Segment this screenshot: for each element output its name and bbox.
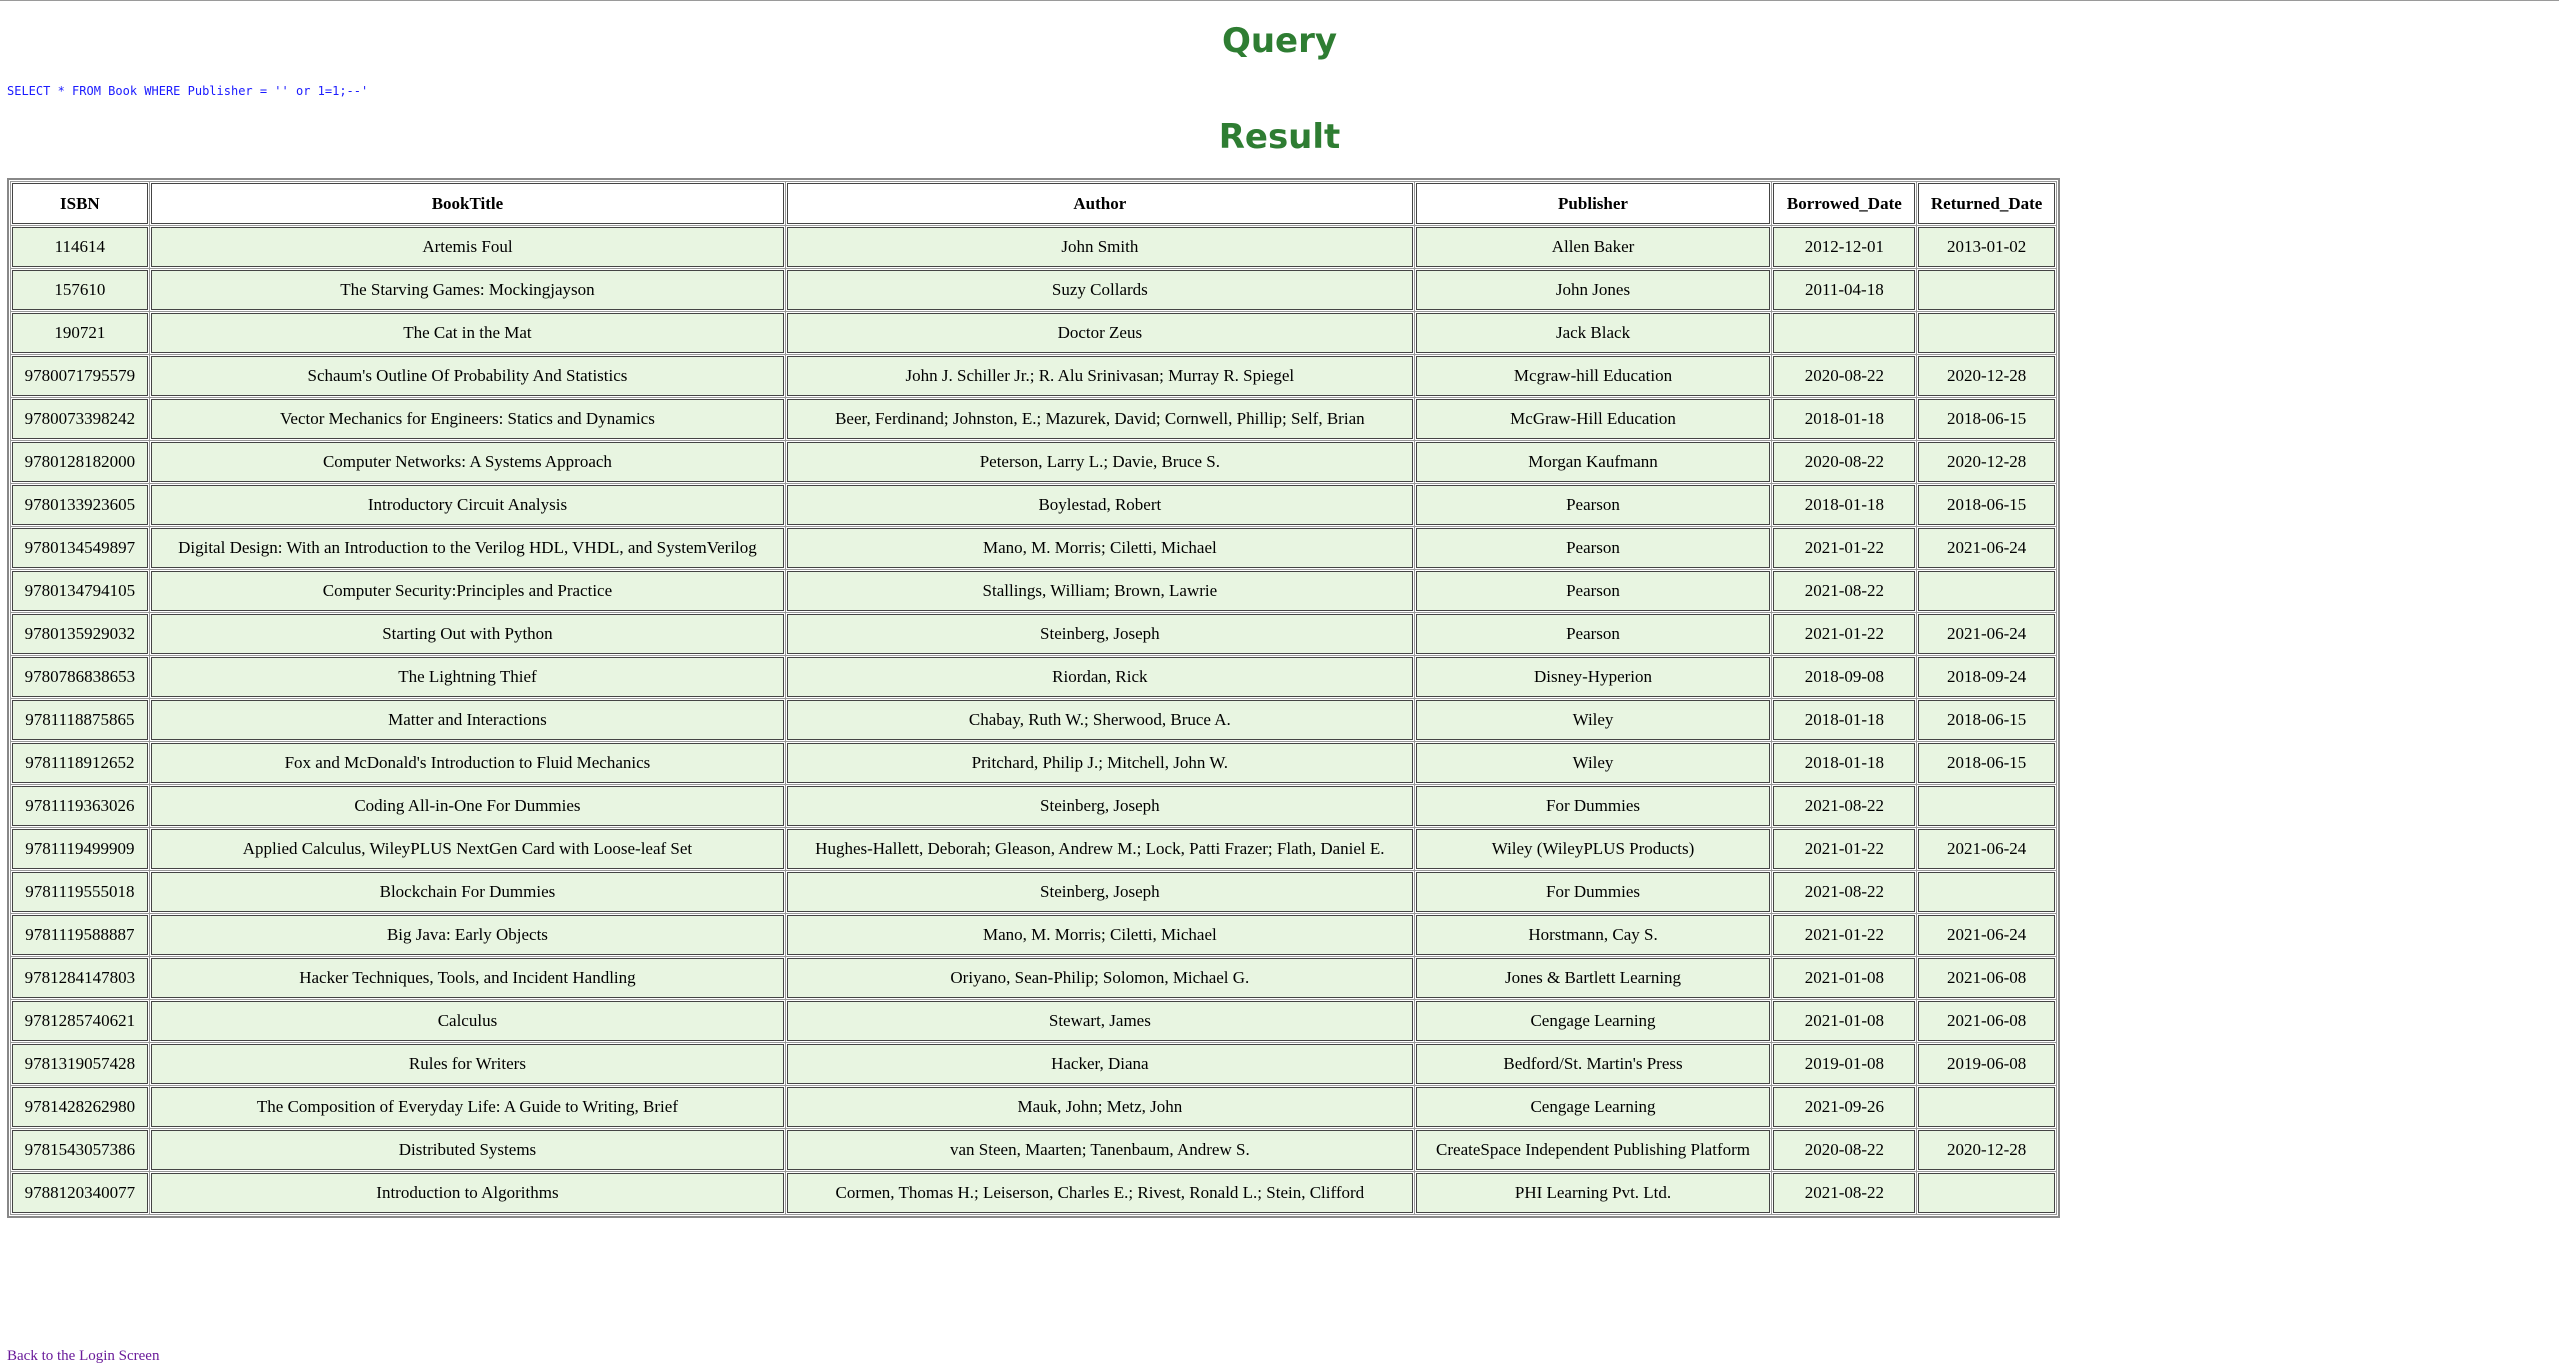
cell-returned-date: 2018-06-15 [1918,399,2055,439]
cell-book-title: Introduction to Algorithms [151,1173,784,1213]
cell-author: Chabay, Ruth W.; Sherwood, Bruce A. [787,700,1412,740]
cell-book-title: The Composition of Everyday Life: A Guide to Writing, Brief [151,1087,784,1127]
cell-isbn: 190721 [12,313,148,353]
cell-returned-date [1918,571,2055,611]
table-row [12,485,2055,525]
cell-author: Hughes-Hallett, Deborah; Gleason, Andrew M.; Lock, Patti Frazer; Flath, Daniel E. [787,829,1412,869]
table-row [12,1130,2055,1170]
table-row [12,227,2055,267]
cell-publisher: McGraw-Hill Education [1416,399,1771,439]
cell-returned-date [1918,872,2055,912]
cell-publisher: Pearson [1416,485,1771,525]
cell-publisher: PHI Learning Pvt. Ltd. [1416,1173,1771,1213]
cell-publisher: For Dummies [1416,786,1771,826]
cell-isbn: 9780073398242 [12,399,148,439]
cell-borrowed-date: 2020-08-22 [1773,442,1915,482]
cell-author: Steinberg, Joseph [787,614,1412,654]
table-row [12,872,2055,912]
cell-isbn: 9780786838653 [12,657,148,697]
cell-returned-date [1918,1087,2055,1127]
cell-isbn: 114614 [12,227,148,267]
cell-isbn: 9781119555018 [12,872,148,912]
cell-isbn: 9780128182000 [12,442,148,482]
table-row [12,1173,2055,1213]
cell-returned-date: 2020-12-28 [1918,1130,2055,1170]
cell-author: Oriyano, Sean-Philip; Solomon, Michael G. [787,958,1412,998]
table-row [12,1044,2055,1084]
cell-publisher: Jones & Bartlett Learning [1416,958,1771,998]
cell-book-title: Artemis Foul [151,227,784,267]
cell-borrowed-date: 2018-09-08 [1773,657,1915,697]
table-row [12,1001,2055,1041]
cell-author: Hacker, Diana [787,1044,1412,1084]
back-to-login-link[interactable]: Back to the Login Screen [7,1348,160,1364]
table-row [12,915,2055,955]
cell-book-title: Calculus [151,1001,784,1041]
cell-publisher: Wiley [1416,700,1771,740]
table-body [12,227,2055,1213]
cell-publisher: Cengage Learning [1416,1001,1771,1041]
cell-isbn: 9780133923605 [12,485,148,525]
cell-publisher: Wiley (WileyPLUS Products) [1416,829,1771,869]
cell-borrowed-date: 2021-01-22 [1773,528,1915,568]
cell-borrowed-date: 2021-09-26 [1773,1087,1915,1127]
cell-book-title: Schaum's Outline Of Probability And Statistics [151,356,784,396]
table-row [12,657,2055,697]
table-row [12,829,2055,869]
cell-borrowed-date: 2021-08-22 [1773,571,1915,611]
cell-returned-date: 2020-12-28 [1918,356,2055,396]
cell-author: Mauk, John; Metz, John [787,1087,1412,1127]
cell-book-title: Starting Out with Python [151,614,784,654]
cell-borrowed-date: 2021-08-22 [1773,786,1915,826]
cell-isbn: 9780134549897 [12,528,148,568]
cell-returned-date: 2018-06-15 [1918,485,2055,525]
results-table [7,178,2060,1218]
cell-author: Doctor Zeus [787,313,1412,353]
cell-publisher: Allen Baker [1416,227,1771,267]
column-header-publisher: Publisher [1416,183,1771,224]
cell-isbn: 9781118875865 [12,700,148,740]
cell-returned-date: 2018-09-24 [1918,657,2055,697]
cell-borrowed-date: 2012-12-01 [1773,227,1915,267]
cell-book-title: Applied Calculus, WileyPLUS NextGen Card with Loose-leaf Set [151,829,784,869]
cell-borrowed-date: 2018-01-18 [1773,485,1915,525]
sql-query-text: SELECT * FROM Book WHERE Publisher = '' or 1=1;--' [7,84,369,98]
column-header-returned-date: Returned_Date [1918,183,2055,224]
column-header-book-title: BookTitle [151,183,784,224]
table-row [12,356,2055,396]
cell-author: Steinberg, Joseph [787,786,1412,826]
cell-borrowed-date: 2018-01-18 [1773,700,1915,740]
cell-borrowed-date: 2021-01-22 [1773,915,1915,955]
cell-returned-date: 2020-12-28 [1918,442,2055,482]
cell-returned-date: 2018-06-15 [1918,700,2055,740]
table-row [12,399,2055,439]
column-header-borrowed-date: Borrowed_Date [1773,183,1915,224]
cell-author: Boylestad, Robert [787,485,1412,525]
table-row [12,700,2055,740]
cell-isbn: 9781319057428 [12,1044,148,1084]
cell-author: Mano, M. Morris; Ciletti, Michael [787,915,1412,955]
cell-publisher: Morgan Kaufmann [1416,442,1771,482]
cell-borrowed-date: 2011-04-18 [1773,270,1915,310]
cell-author: Beer, Ferdinand; Johnston, E.; Mazurek, David; Cornwell, Phillip; Self, Brian [787,399,1412,439]
cell-author: Pritchard, Philip J.; Mitchell, John W. [787,743,1412,783]
cell-publisher: Pearson [1416,528,1771,568]
cell-author: Steinberg, Joseph [787,872,1412,912]
cell-isbn: 9781118912652 [12,743,148,783]
cell-book-title: The Cat in the Mat [151,313,784,353]
cell-returned-date [1918,786,2055,826]
cell-book-title: Big Java: Early Objects [151,915,784,955]
cell-borrowed-date: 2021-01-08 [1773,958,1915,998]
cell-isbn: 9781428262980 [12,1087,148,1127]
cell-publisher: Horstmann, Cay S. [1416,915,1771,955]
cell-author: van Steen, Maarten; Tanenbaum, Andrew S. [787,1130,1412,1170]
cell-returned-date: 2021-06-24 [1918,915,2055,955]
cell-borrowed-date: 2021-01-08 [1773,1001,1915,1041]
table-row [12,1087,2055,1127]
cell-book-title: Distributed Systems [151,1130,784,1170]
cell-returned-date: 2021-06-08 [1918,958,2055,998]
cell-borrowed-date [1773,313,1915,353]
table-row [12,528,2055,568]
column-header-author: Author [787,183,1412,224]
cell-publisher: Wiley [1416,743,1771,783]
column-header-isbn: ISBN [12,183,148,224]
cell-book-title: Computer Networks: A Systems Approach [151,442,784,482]
cell-isbn: 9781119499909 [12,829,148,869]
table-row [12,270,2055,310]
cell-returned-date: 2021-06-24 [1918,528,2055,568]
cell-isbn: 9781119588887 [12,915,148,955]
cell-publisher: Mcgraw-hill Education [1416,356,1771,396]
cell-publisher: CreateSpace Independent Publishing Platform [1416,1130,1771,1170]
cell-borrowed-date: 2020-08-22 [1773,1130,1915,1170]
cell-book-title: Digital Design: With an Introduction to the Verilog HDL, VHDL, and SystemVerilog [151,528,784,568]
cell-borrowed-date: 2021-01-22 [1773,829,1915,869]
cell-returned-date: 2021-06-24 [1918,829,2055,869]
cell-author: Peterson, Larry L.; Davie, Bruce S. [787,442,1412,482]
cell-borrowed-date: 2021-08-22 [1773,1173,1915,1213]
cell-isbn: 9781285740621 [12,1001,148,1041]
cell-book-title: The Lightning Thief [151,657,784,697]
cell-isbn: 157610 [12,270,148,310]
cell-returned-date: 2013-01-02 [1918,227,2055,267]
cell-publisher: Disney-Hyperion [1416,657,1771,697]
cell-publisher: For Dummies [1416,872,1771,912]
cell-borrowed-date: 2018-01-18 [1773,743,1915,783]
cell-book-title: Vector Mechanics for Engineers: Statics and Dynamics [151,399,784,439]
cell-publisher: Pearson [1416,571,1771,611]
cell-author: John J. Schiller Jr.; R. Alu Srinivasan; Murray R. Spiegel [787,356,1412,396]
cell-borrowed-date: 2021-08-22 [1773,872,1915,912]
result-heading: Result [1218,117,1341,157]
cell-returned-date: 2021-06-08 [1918,1001,2055,1041]
table-row [12,614,2055,654]
cell-returned-date [1918,1173,2055,1213]
cell-book-title: Blockchain For Dummies [151,872,784,912]
cell-author: Riordan, Rick [787,657,1412,697]
cell-publisher: Jack Black [1416,313,1771,353]
table-row [12,313,2055,353]
cell-borrowed-date: 2020-08-22 [1773,356,1915,396]
cell-book-title: Hacker Techniques, Tools, and Incident Handling [151,958,784,998]
cell-isbn: 9780134794105 [12,571,148,611]
cell-publisher: Bedford/St. Martin's Press [1416,1044,1771,1084]
cell-borrowed-date: 2018-01-18 [1773,399,1915,439]
cell-borrowed-date: 2019-01-08 [1773,1044,1915,1084]
cell-publisher: John Jones [1416,270,1771,310]
table-row [12,743,2055,783]
cell-isbn: 9780071795579 [12,356,148,396]
cell-publisher: Cengage Learning [1416,1087,1771,1127]
cell-book-title: Coding All-in-One For Dummies [151,786,784,826]
cell-book-title: Fox and McDonald's Introduction to Fluid Mechanics [151,743,784,783]
table-header-row [12,183,2055,224]
cell-author: Mano, M. Morris; Ciletti, Michael [787,528,1412,568]
cell-returned-date: 2018-06-15 [1918,743,2055,783]
cell-publisher: Pearson [1416,614,1771,654]
cell-book-title: The Starving Games: Mockingjayson [151,270,784,310]
table-row [12,958,2055,998]
cell-returned-date: 2021-06-24 [1918,614,2055,654]
cell-isbn: 9788120340077 [12,1173,148,1213]
cell-book-title: Rules for Writers [151,1044,784,1084]
cell-isbn: 9781543057386 [12,1130,148,1170]
cell-author: Stewart, James [787,1001,1412,1041]
cell-book-title: Introductory Circuit Analysis [151,485,784,525]
cell-isbn: 9780135929032 [12,614,148,654]
cell-book-title: Matter and Interactions [151,700,784,740]
cell-borrowed-date: 2021-01-22 [1773,614,1915,654]
cell-isbn: 9781284147803 [12,958,148,998]
cell-author: Stallings, William; Brown, Lawrie [787,571,1412,611]
table-row [12,442,2055,482]
cell-book-title: Computer Security:Principles and Practice [151,571,784,611]
cell-isbn: 9781119363026 [12,786,148,826]
table-row [12,786,2055,826]
table-row [12,571,2055,611]
cell-author: Cormen, Thomas H.; Leiserson, Charles E.; Rivest, Ronald L.; Stein, Clifford [787,1173,1412,1213]
cell-returned-date: 2019-06-08 [1918,1044,2055,1084]
cell-author: Suzy Collards [787,270,1412,310]
cell-author: John Smith [787,227,1412,267]
query-heading: Query [1221,21,1338,61]
cell-returned-date [1918,270,2055,310]
cell-returned-date [1918,313,2055,353]
